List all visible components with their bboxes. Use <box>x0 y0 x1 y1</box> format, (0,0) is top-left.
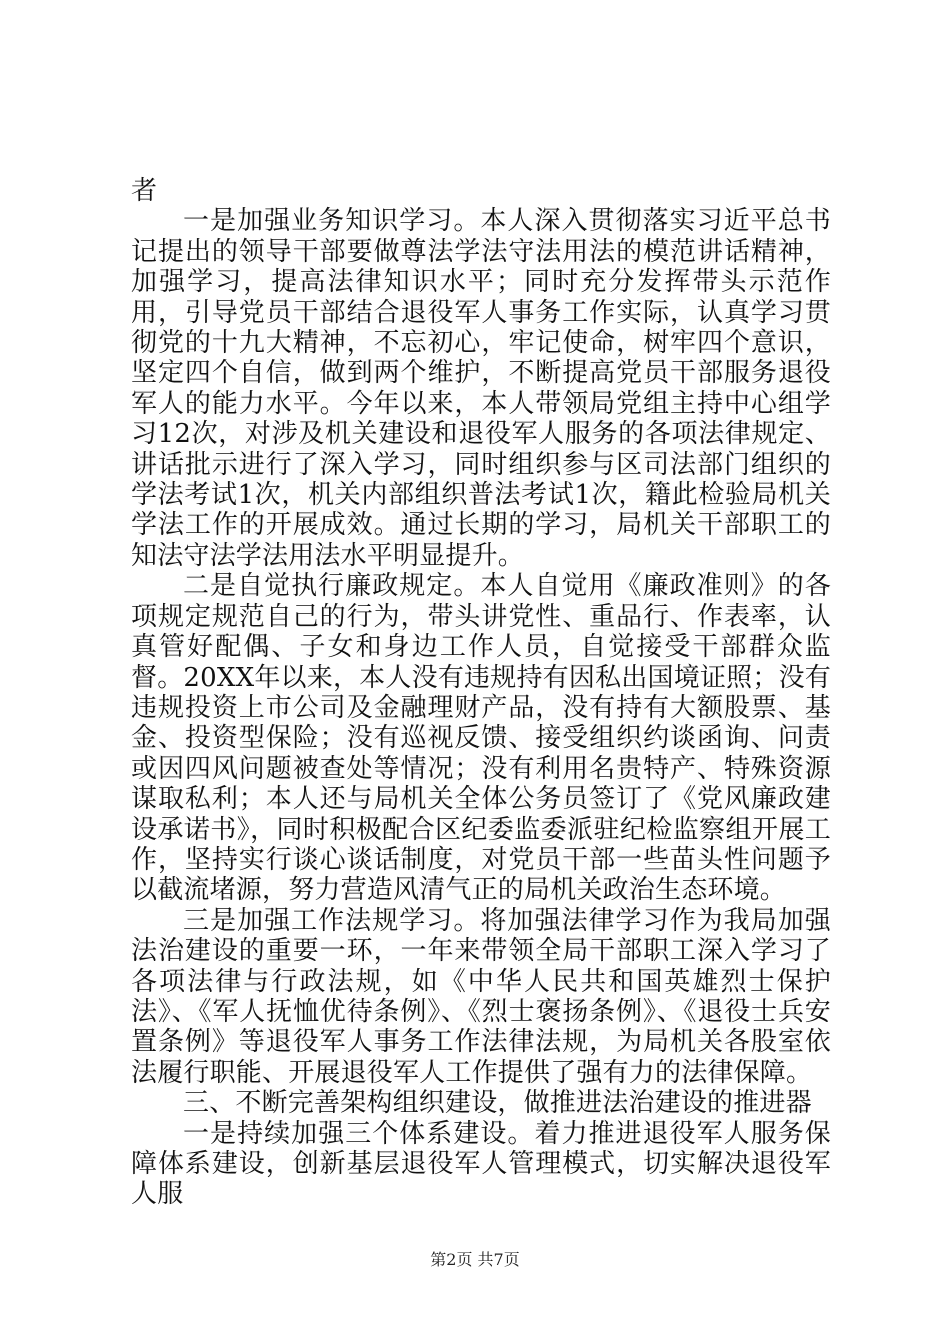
paragraph-business-study: 一是加强业务知识学习。本人深入贯彻落实习近平总书记提出的领导干部要做尊法学法守法用法的模范讲话精神，加强学习，提高法律知识水平；同时充分发挥带头示范作用，引导党员干部结合退役军人事务工作实际，认真学习贯彻党的十九大精神，不忘初心，牢记使命，树牢四个意识，坚定四个自信，做到两个维护，不断提高党员干部服务退役军人的能力水平。今年以来，本人带领局党组主持中心组学习12次，对涉及机关建设和退役军人服务的各项法律规定、讲话批示进行了深入学习，同时组织参与区司法部门组织的学法考试1次，机关内部组织普法考试1次，籍此检验局机关学法工作的开展成效。通过长期的学习，局机关干部职工的知法守法学法用法水平明显提升。 <box>131 206 831 571</box>
document-body <box>131 176 831 1210</box>
paragraph-three-systems: 一是持续加强三个体系建设。着力推进退役军人服务保障体系建设，创新基层退役军人管理模式，切实解决退役军人服 <box>131 1118 831 1210</box>
section-heading-organization: 三、不断完善架构组织建设，做推进法治建设的推进器 <box>183 1088 812 1119</box>
page-number-footer: 第2页 共7页 <box>430 1250 520 1269</box>
paragraph-integrity-rules: 二是自觉执行廉政规定。本人自觉用《廉政准则》的各项规定规范自己的行为，带头讲党性、重品行、作表率，认真管好配偶、子女和身边工作人员，自觉接受干部群众监督。20XX年以来，本人没有违规持有因私出国境证照；没有违规投资上市公司及金融理财产品，没有持有大额股票、基金、投资型保险；没有巡视反馈、接受组织约谈函询、问责或因四风问题被查处等情况；没有利用名贵特产、特殊资源谋取私利；本人还与局机关全体公务员签订了《党风廉政建设承诺书》，同时积极配合区纪委监委派驻纪检监察组开展工作，坚持实行谈心谈话制度，对党员干部一些苗头性问题予以截流堵源，努力营造风清气正的局机关政治生态环境。 <box>131 571 831 906</box>
paragraph-continuation: 者 <box>131 176 158 206</box>
paragraph-regulation-study: 三是加强工作法规学习。将加强法律学习作为我局加强法治建设的重要一环，一年来带领全局干部职工深入学习了各项法律与行政法规，如《中华人民共和国英雄烈士保护法》、《军人抚恤优待条例》、《烈士褒扬条例》、《退役士兵安置条例》等退役军人事务工作法律法规，为局机关各股室依法履行职能、开展退役军人工作提供了强有力的法律保障。 <box>131 905 831 1088</box>
